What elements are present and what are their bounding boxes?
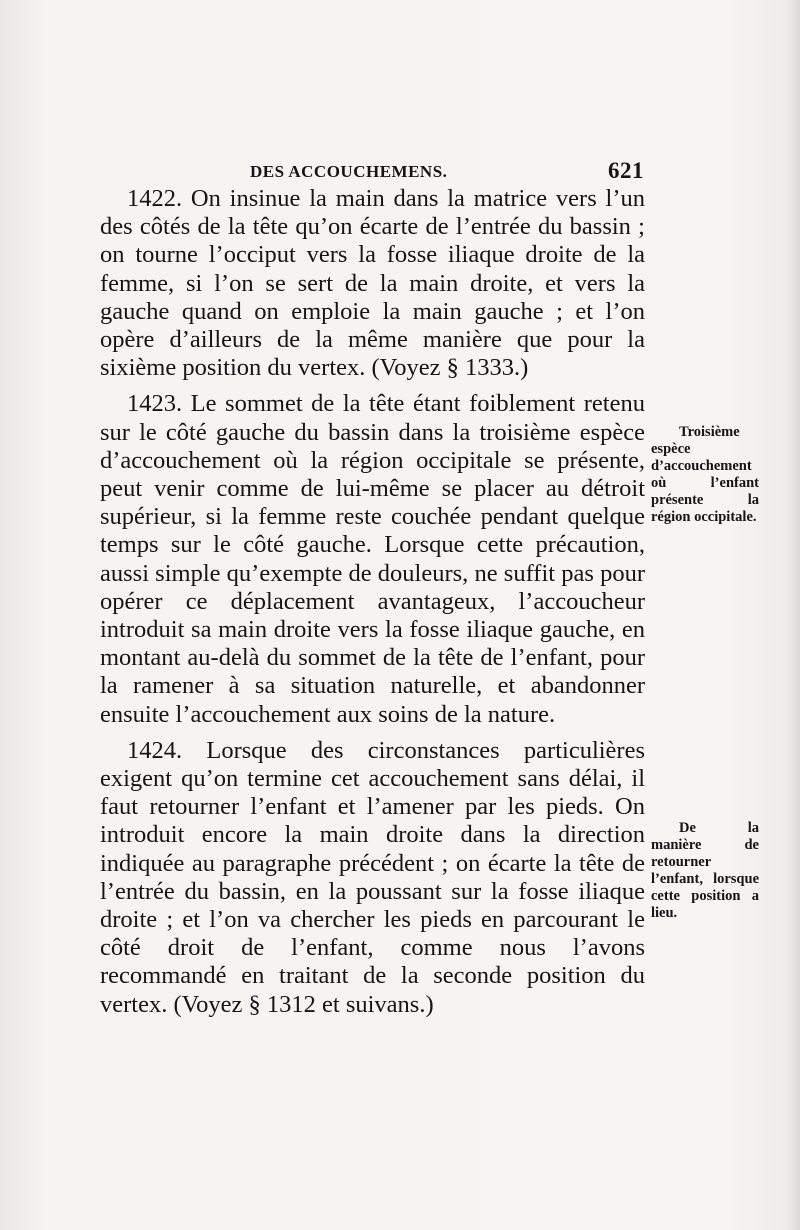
page-number: 621 (608, 158, 644, 183)
paragraph-1424: 1424. Lorsque des circonstances particulières exigent qu’on termine cet accouchement sans délai, il faut retourner l’enfant et l’amener par les pieds. On introduit encore la main droite dans la direction indiquée au paragraphe précédent ; on écarte la tête de l’entrée du bassin, en la poussant sur la fosse iliaque droite ; et l’on va chercher les pieds en parcourant le côté droit de l’enfant, comme nous l’avons recommandé en traitant de la seconde position du vertex. (Voyez § 1312 et suivans.) (100, 736, 645, 1018)
paragraph-1423: 1423. Le sommet de la tête étant foiblement retenu sur le côté gauche du bassin dans la troisième espèce d’accouchement où la région occipitale se présente, peut venir comme de lui-même se placer au détroit supérieur, si la femme reste couchée pendant quelque temps sur le côté gauche. Lorsque cette précaution, aussi simple qu’exempte de douleurs, ne suffit pas pour opérer ce déplacement avantageux, l’accoucheur introduit sa main droite vers la fosse iliaque gauche, en montant au-delà du sommet de la tête de l’enfant, pour la ramener à sa situation naturelle, et abandonner ensuite l’accouchement aux soins de la nature. (100, 390, 645, 728)
running-head (250, 160, 650, 188)
margin-note-turning-child: De la manière de retourner l’enfant, lorsque cette position a lieu. (651, 820, 759, 921)
page-edge-shadow (786, 0, 800, 1230)
running-head-title: DES ACCOUCHEMENS. (250, 162, 448, 181)
paragraph-1422: 1422. On insinue la main dans la matrice vers l’un des côtés de la tête qu’on écarte de l’entrée du bassin ; on tourne l’occiput vers la fosse iliaque droite de la femme, si l’on se sert de la main droite, et vers la gauche quand on emploie la main gauche ; et l’on opère d’ailleurs de la même manière que pour la sixième position du vertex. (Voyez § 1333.) (100, 185, 645, 382)
main-text (100, 185, 645, 1019)
margin-note-third-species: Troisième espèce d’accouchement où l’enfant présente la région occipitale. (651, 424, 759, 525)
